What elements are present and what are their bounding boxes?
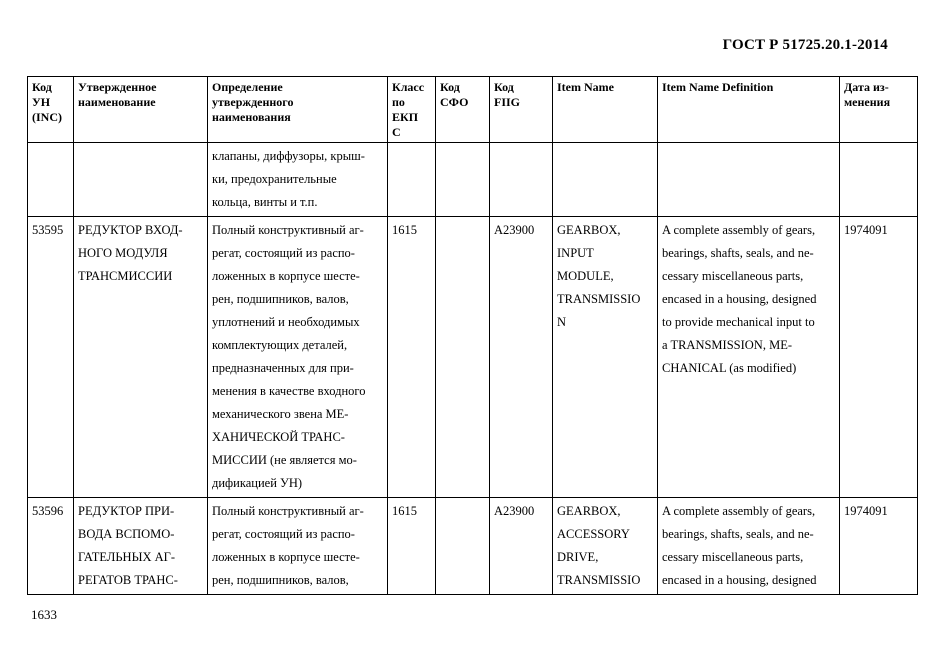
cell-item-definition [658, 143, 840, 217]
col-header-class: Класс по ЕКП С [388, 77, 436, 143]
cell-item-name: GEARBOX, INPUT MODULE, TRANSMISSIO N [553, 217, 658, 498]
col-header-approved-name: Утвержденное наименование [74, 77, 208, 143]
col-header-sfo: Код СФО [436, 77, 490, 143]
col-header-item-name: Item Name [553, 77, 658, 143]
cell-fiig [490, 143, 553, 217]
cell-item-definition: A complete assembly of gears, bearings, shafts, seals, and ne- cessary miscellaneous parts, encased in a housing, designed [658, 498, 840, 595]
cell-definition: клапаны, диффузоры, крыш- ки, предохранительные кольца, винты и т.п. [208, 143, 388, 217]
cell-item-definition: A complete assembly of gears, bearings, shafts, seals, and ne- cessary miscellaneous parts, encased in a housing, designed to provide mechanical input to a TRANSMISSION, ME- CHANICAL (as modified) [658, 217, 840, 498]
cell-sfo [436, 143, 490, 217]
col-header-fiig: Код FIIG [490, 77, 553, 143]
cell-item-name [553, 143, 658, 217]
col-header-definition: Определение утвержденного наименования [208, 77, 388, 143]
cell-date: 1974091 [840, 217, 918, 498]
cell-sfo [436, 498, 490, 595]
cell-inc [28, 143, 74, 217]
cell-approved-name [74, 143, 208, 217]
table-header-row [28, 77, 918, 143]
cell-approved-name: РЕДУКТОР ВХОД- НОГО МОДУЛЯ ТРАНСМИССИИ [74, 217, 208, 498]
col-header-item-definition: Item Name Definition [658, 77, 840, 143]
table-row [28, 217, 918, 498]
cell-definition: Полный конструктивный аг- регат, состоящий из распо- ложенных в корпусе шесте- рен, подшипников, валов, уплотнений и необходимых комплектующих деталей, предназначенных для при- менения в качестве входного механического звена МЕ- ХАНИЧЕСКОЙ ТРАНС- МИССИИ (не является мо- дификацией УН) [208, 217, 388, 498]
cell-fiig: A23900 [490, 498, 553, 595]
cell-definition: Полный конструктивный аг- регат, состоящий из распо- ложенных в корпусе шесте- рен, подшипников, валов, [208, 498, 388, 595]
cell-class: 1615 [388, 217, 436, 498]
cell-approved-name: РЕДУКТОР ПРИ- ВОДА ВСПОМО- ГАТЕЛЬНЫХ АГ- РЕГАТОВ ТРАНС- [74, 498, 208, 595]
cell-sfo [436, 217, 490, 498]
table-row [28, 143, 918, 217]
col-header-inc: Код УН (INC) [28, 77, 74, 143]
page-number: 1633 [31, 607, 57, 622]
cell-class [388, 143, 436, 217]
cell-inc: 53595 [28, 217, 74, 498]
cell-date [840, 143, 918, 217]
cell-date: 1974091 [840, 498, 918, 595]
document-standard-header: ГОСТ Р 51725.20.1-2014 [722, 37, 888, 53]
catalog-table [27, 76, 918, 595]
table-row [28, 498, 918, 595]
cell-fiig: A23900 [490, 217, 553, 498]
cell-class: 1615 [388, 498, 436, 595]
col-header-date: Дата из- менения [840, 77, 918, 143]
cell-inc: 53596 [28, 498, 74, 595]
cell-item-name: GEARBOX, ACCESSORY DRIVE, TRANSMISSIO [553, 498, 658, 595]
